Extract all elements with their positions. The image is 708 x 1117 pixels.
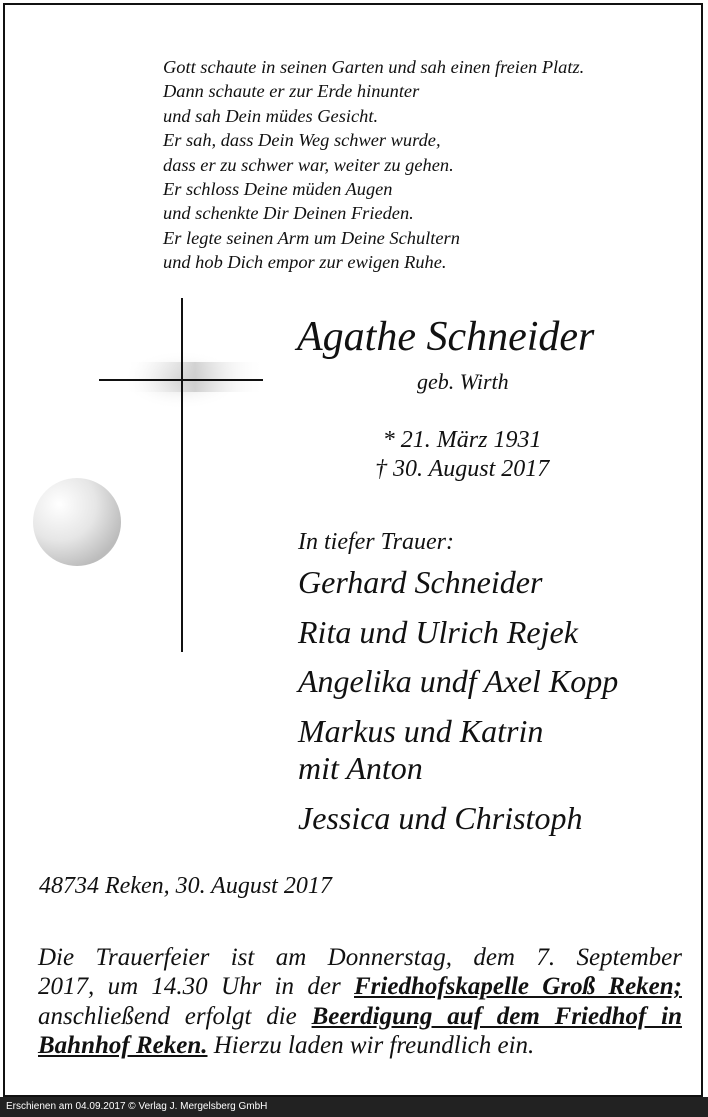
poem-line: und hob Dich empor zur ewigen Ruhe. bbox=[163, 252, 447, 273]
death-date: † 30. August 2017 bbox=[375, 456, 550, 482]
service-line: Die Trauerfeier ist am Donnerstag, dem 7. September bbox=[38, 944, 682, 971]
poem-line: Gott schaute in seinen Garten und sah einen freien Platz. bbox=[163, 57, 585, 77]
mourners-intro: In tiefer Trauer: bbox=[298, 529, 454, 555]
deceased-name: Agathe Schneider bbox=[297, 314, 595, 360]
mourner-name: Gerhard Schneider bbox=[298, 564, 543, 600]
poem-line: Er legte seinen Arm um Deine Schultern bbox=[163, 227, 460, 248]
service-line: anschließend erfolgt die Beerdigung auf dem Friedhof in bbox=[38, 1002, 682, 1030]
mourner-name: mit Anton bbox=[298, 750, 423, 786]
birth-date: * 21. März 1931 bbox=[382, 427, 542, 453]
service-line: Bahnhof Reken. Hierzu laden wir freundlich ein. bbox=[38, 1031, 535, 1059]
sphere-shape bbox=[33, 478, 121, 566]
cross-beam-shadow bbox=[125, 362, 265, 392]
obituary-card bbox=[3, 3, 703, 1097]
burial-location: Beerdigung auf dem Friedhof in bbox=[311, 1002, 682, 1030]
mourner-name: Angelika undf Axel Kopp bbox=[298, 663, 619, 699]
life-dates bbox=[375, 426, 549, 484]
burial-location-end: Bahnhof Reken. bbox=[38, 1031, 208, 1059]
service-line: 2017, um 14.30 Uhr in der Friedhofskapelle Groß Reken; bbox=[38, 973, 682, 1001]
poem-line: und schenkte Dir Deinen Frieden. bbox=[163, 203, 414, 224]
birth-name: geb. Wirth bbox=[417, 369, 509, 394]
poem-line: dass er zu schwer war, weiter zu gehen. bbox=[163, 154, 454, 175]
mourner-name: Markus und Katrin bbox=[298, 712, 544, 749]
poem-line: und sah Dein müdes Gesicht. bbox=[163, 105, 379, 126]
chapel-location: Friedhofskapelle Groß Reken; bbox=[354, 973, 682, 1001]
poem-line: Er schloss Deine müden Augen bbox=[163, 179, 393, 200]
poem bbox=[163, 55, 584, 275]
publication-footer: Erschienen am 04.09.2017 © Verlag J. Mergelsberg GmbH bbox=[0, 1097, 708, 1117]
mourners-list bbox=[298, 564, 618, 837]
mourner-name: Rita und Ulrich Rejek bbox=[298, 613, 578, 650]
place-and-date: 48734 Reken, 30. August 2017 bbox=[39, 873, 332, 899]
funeral-service-notice bbox=[38, 943, 682, 1060]
poem-line: Dann schaute er zur Erde hinunter bbox=[163, 81, 420, 102]
cross-and-sphere-illustration bbox=[25, 290, 285, 670]
mourner-name: Jessica und Christoph bbox=[298, 799, 583, 836]
poem-line: Er sah, dass Dein Weg schwer wurde, bbox=[163, 130, 441, 151]
